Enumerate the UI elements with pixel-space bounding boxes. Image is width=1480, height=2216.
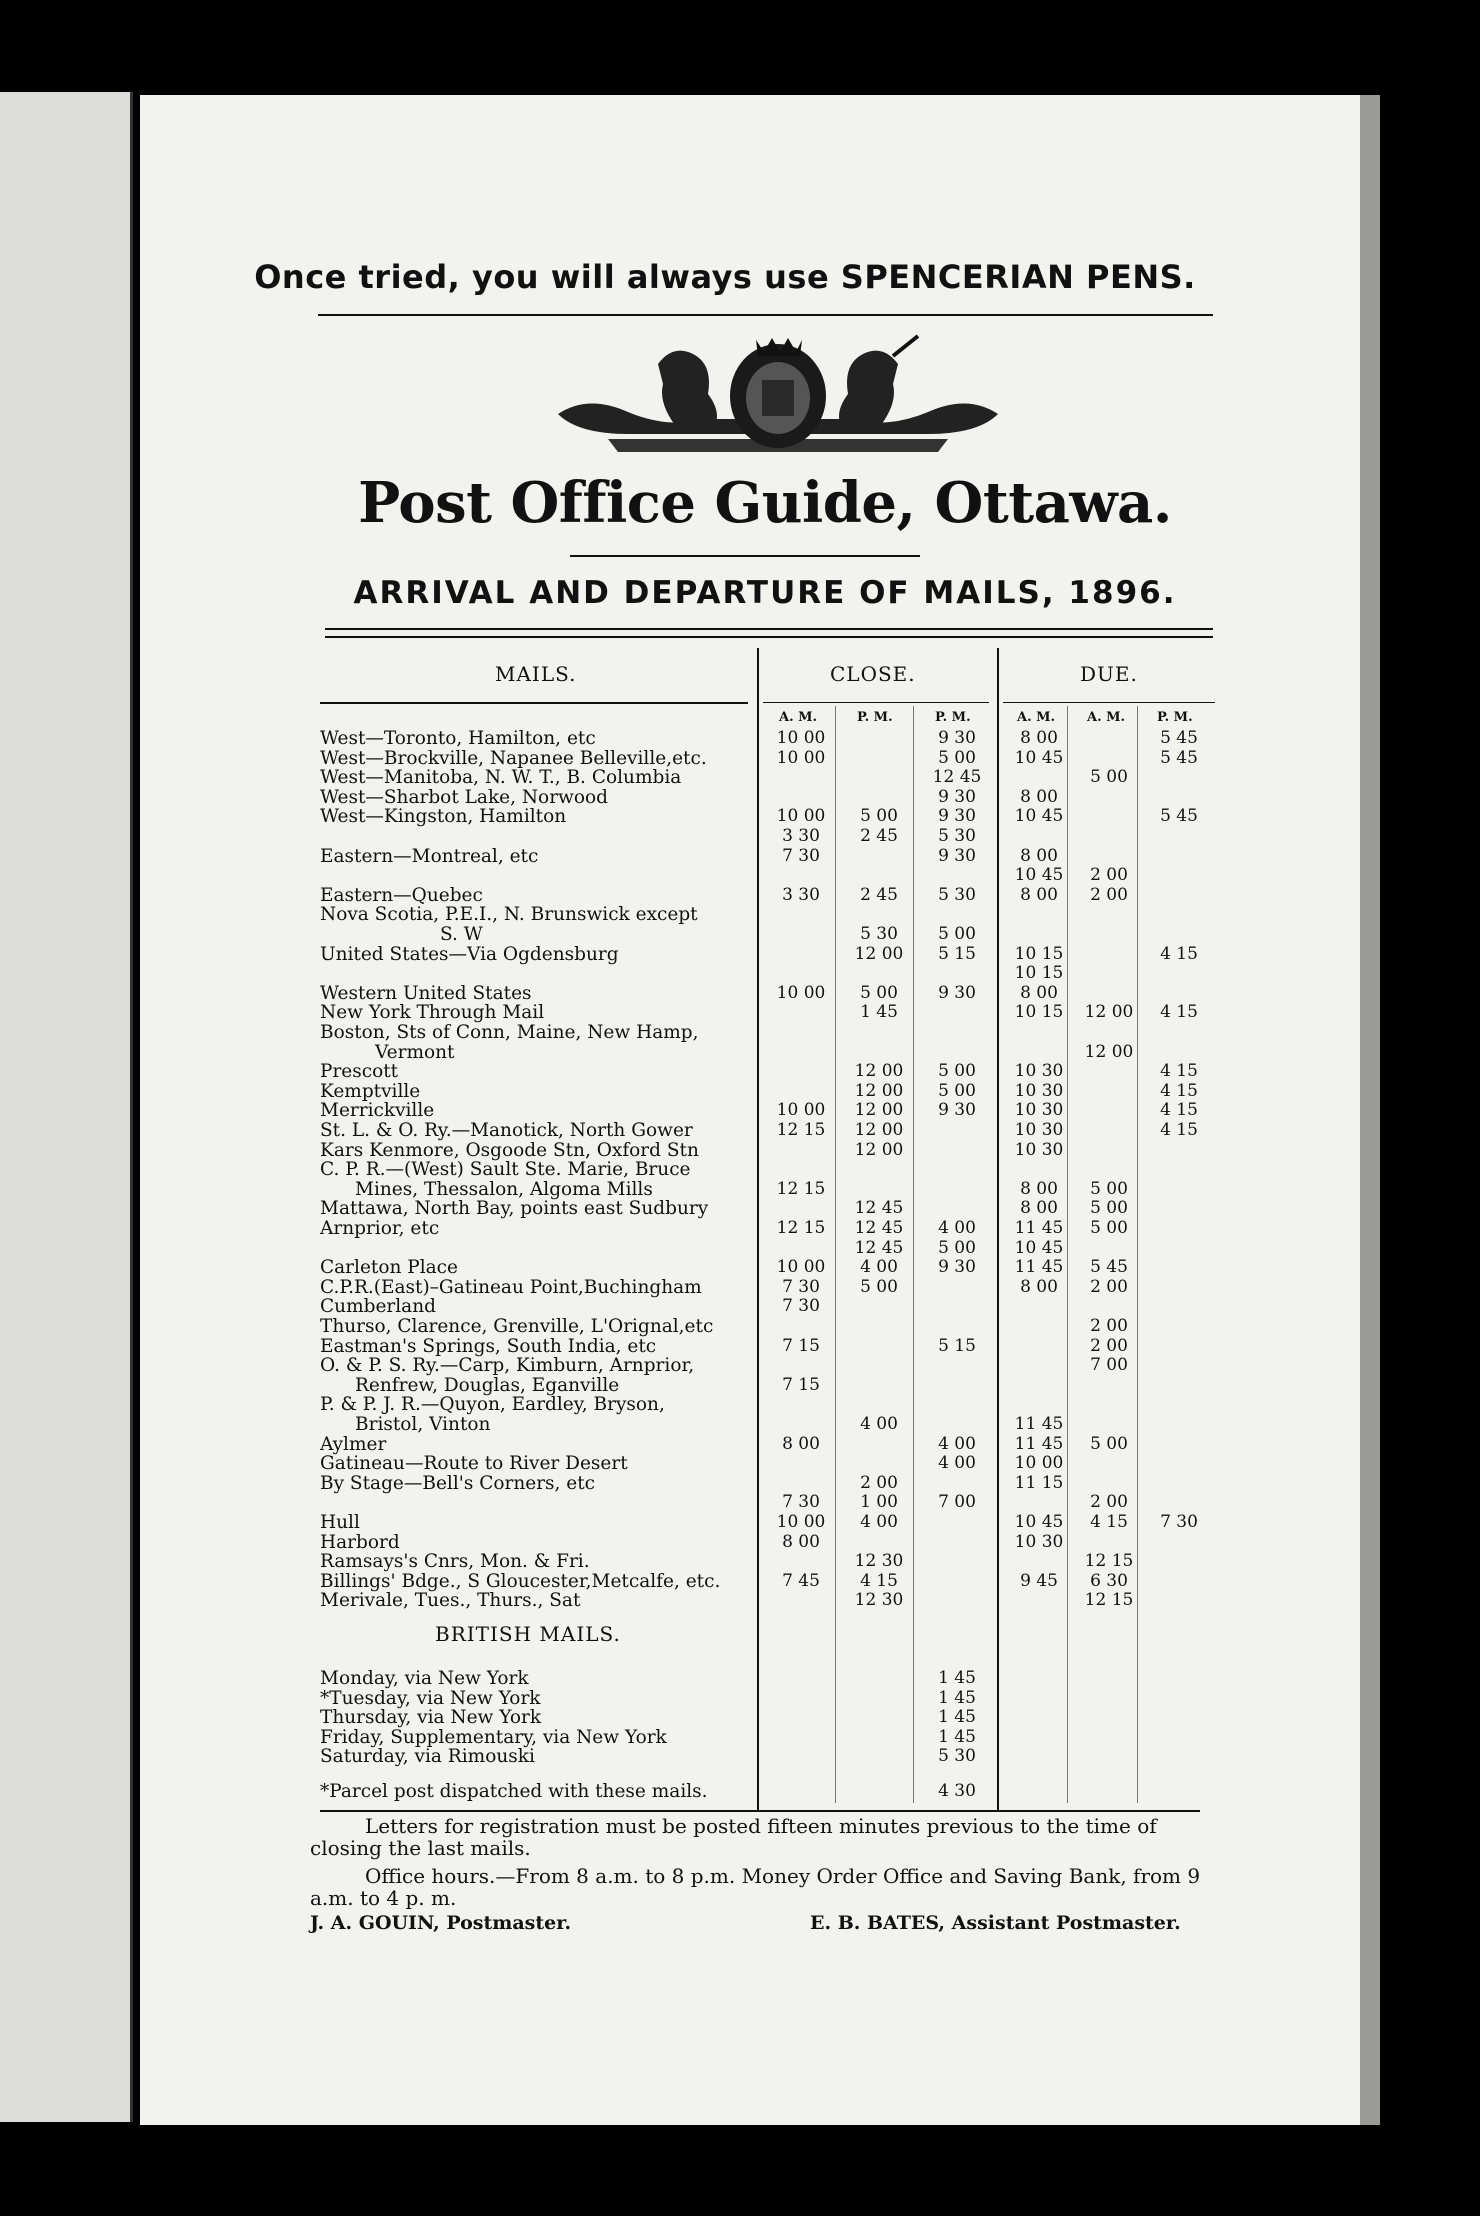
schedule-time: 1 45 bbox=[860, 1002, 898, 1023]
schedule-time: 2 00 bbox=[860, 1472, 898, 1493]
schedule-time: 4 00 bbox=[860, 1257, 898, 1278]
schedule-time: 8 00 bbox=[1020, 728, 1058, 748]
schedule-time: 7 15 bbox=[782, 1374, 820, 1395]
advertisement-slogan: Once tried, you will always use SPENCERIAN PENS. bbox=[254, 258, 1196, 296]
schedule-time: 5 00 bbox=[1090, 1198, 1128, 1219]
mail-route-name: Merivale, Tues., Thurs., Sat bbox=[320, 1590, 581, 1612]
schedule-time: 4 15 bbox=[1160, 1100, 1198, 1121]
schedule-time: 5 00 bbox=[1090, 1178, 1128, 1199]
schedule-time: 4 00 bbox=[938, 1453, 976, 1474]
mail-route-name: Vermont bbox=[375, 1041, 455, 1063]
schedule-time: 3 30 bbox=[782, 826, 820, 846]
british-mail-route-name: Friday, Supplementary, via New York bbox=[320, 1726, 667, 1748]
page-title: Post Office Guide, Ottawa. bbox=[358, 470, 1172, 536]
schedule-time: 12 45 bbox=[854, 1237, 904, 1258]
schedule-time: 8 00 bbox=[1020, 982, 1058, 1003]
schedule-time: 4 15 bbox=[860, 1570, 898, 1591]
schedule-time: 9 30 bbox=[938, 982, 976, 1003]
schedule-time: 4 00 bbox=[860, 1512, 898, 1532]
schedule-time: 7 30 bbox=[782, 1492, 820, 1513]
schedule-time: 5 00 bbox=[938, 747, 976, 768]
mail-route-name: Eastern—Quebec bbox=[320, 884, 483, 906]
mail-route-name: Mines, Thessalon, Algoma Mills bbox=[355, 1178, 653, 1200]
british-mails-heading: BRITISH MAILS. bbox=[435, 1622, 621, 1646]
due-column-header: DUE. bbox=[1080, 662, 1138, 686]
schedule-time: 11 45 bbox=[1014, 1414, 1064, 1434]
british-mail-route-name: Saturday, via Rimouski bbox=[320, 1746, 535, 1768]
schedule-time: 1 00 bbox=[860, 1492, 898, 1513]
schedule-time: 2 00 bbox=[1090, 884, 1128, 905]
schedule-time: 12 30 bbox=[854, 1551, 904, 1572]
schedule-time: 8 00 bbox=[1020, 845, 1058, 866]
schedule-time: 10 45 bbox=[1014, 747, 1064, 768]
schedule-time: 5 15 bbox=[938, 1335, 976, 1356]
table-top-rule-1 bbox=[325, 628, 1213, 630]
page-subtitle: ARRIVAL AND DEPARTURE OF MAILS, 1896. bbox=[353, 575, 1177, 611]
schedule-time: 12 00 bbox=[854, 1100, 904, 1121]
schedule-time: 4 15 bbox=[1160, 1061, 1198, 1082]
schedule-time: 10 45 bbox=[1014, 1237, 1064, 1258]
schedule-time: 5 00 bbox=[860, 806, 898, 827]
schedule-time: 12 45 bbox=[854, 1218, 904, 1238]
schedule-time: 10 45 bbox=[1014, 865, 1064, 886]
mail-route-name: Merrickville bbox=[320, 1100, 435, 1122]
schedule-time: 8 00 bbox=[1020, 1276, 1058, 1297]
time-subheader: A. M. bbox=[1017, 710, 1056, 725]
table-top-rule-2 bbox=[325, 636, 1213, 638]
page-gutter-shadow bbox=[1360, 95, 1380, 2125]
schedule-time: 2 45 bbox=[860, 884, 898, 905]
schedule-time: 4 15 bbox=[1160, 1080, 1198, 1101]
close-header-underline bbox=[763, 702, 989, 703]
schedule-time: 12 00 bbox=[1084, 1041, 1134, 1062]
mail-route-name: Nova Scotia, P.E.I., N. Brunswick except bbox=[320, 904, 698, 926]
postmaster-signature: J. A. GOUIN, Postmaster. bbox=[310, 1912, 572, 1934]
mail-route-name: Gatineau—Route to River Desert bbox=[320, 1453, 628, 1475]
british-mail-route-name: Monday, via New York bbox=[320, 1668, 529, 1689]
schedule-time: 10 00 bbox=[776, 1512, 826, 1532]
column-divider-mails bbox=[757, 648, 759, 1811]
schedule-time: 12 00 bbox=[1084, 1002, 1134, 1023]
schedule-time: 12 45 bbox=[932, 767, 982, 788]
schedule-time: 12 15 bbox=[1084, 1551, 1134, 1572]
schedule-time: 7 45 bbox=[782, 1570, 820, 1591]
facing-page-edge bbox=[0, 92, 133, 2122]
schedule-time: 8 00 bbox=[1020, 786, 1058, 807]
schedule-time: 5 00 bbox=[938, 1061, 976, 1082]
schedule-time: 12 15 bbox=[776, 1218, 826, 1238]
schedule-time: 10 45 bbox=[1014, 806, 1064, 827]
schedule-time: 12 00 bbox=[854, 1139, 904, 1160]
schedule-time: 10 30 bbox=[1014, 1080, 1064, 1101]
mail-route-name: Thurso, Clarence, Grenville, L'Orignal,etc bbox=[320, 1316, 714, 1337]
subcolumn-divider bbox=[835, 706, 836, 1803]
schedule-time: 4 15 bbox=[1160, 1002, 1198, 1023]
schedule-time: 12 45 bbox=[854, 1198, 904, 1219]
mail-route-name: United States—Via Ogdensburg bbox=[320, 943, 619, 965]
schedule-time: 10 00 bbox=[776, 747, 826, 768]
mail-route-name: Kemptville bbox=[320, 1080, 421, 1102]
schedule-time: 12 00 bbox=[854, 943, 904, 964]
schedule-time: 5 00 bbox=[1090, 767, 1128, 788]
schedule-time: 10 00 bbox=[776, 1100, 826, 1121]
schedule-time: 11 45 bbox=[1014, 1433, 1064, 1454]
schedule-time: 12 15 bbox=[1084, 1590, 1134, 1611]
mail-route-name: St. L. & O. Ry.—Manotick, North Gower bbox=[320, 1120, 693, 1141]
mails-header-underline bbox=[320, 702, 748, 704]
schedule-time: 5 45 bbox=[1160, 747, 1198, 768]
schedule-time: 9 30 bbox=[938, 806, 976, 827]
schedule-time: 10 00 bbox=[776, 982, 826, 1003]
time-subheader: P. M. bbox=[1157, 710, 1193, 725]
schedule-time: 10 15 bbox=[1014, 1002, 1064, 1023]
mails-column-header: MAILS. bbox=[495, 662, 577, 686]
schedule-time: 8 00 bbox=[782, 1433, 820, 1454]
mail-route-name: Bristol, Vinton bbox=[355, 1414, 491, 1435]
schedule-time: 4 00 bbox=[860, 1414, 898, 1434]
mail-route-name: West—Kingston, Hamilton bbox=[320, 806, 567, 828]
mail-route-name: Aylmer bbox=[320, 1433, 387, 1455]
registration-note: Letters for registration must be posted fifteen minutes previous to the time of closing the last mails. bbox=[310, 1814, 1157, 1860]
schedule-time: 7 30 bbox=[782, 845, 820, 866]
schedule-time: 4 15 bbox=[1160, 1120, 1198, 1140]
mail-route-name: C.P.R.(East)–Gatineau Point,Buchingham bbox=[320, 1276, 702, 1298]
mail-route-name: Arnprior, etc bbox=[320, 1218, 440, 1239]
schedule-time: 9 45 bbox=[1020, 1570, 1058, 1591]
schedule-time: 9 30 bbox=[938, 1257, 976, 1278]
mail-route-name: O. & P. S. Ry.—Carp, Kimburn, Arnprior, bbox=[320, 1355, 695, 1377]
schedule-time: 3 30 bbox=[782, 884, 820, 905]
schedule-time: 10 00 bbox=[776, 806, 826, 827]
mail-route-name: P. & P. J. R.—Quyon, Eardley, Bryson, bbox=[320, 1394, 665, 1416]
schedule-time: 9 30 bbox=[938, 786, 976, 807]
schedule-time: 8 00 bbox=[1020, 1178, 1058, 1199]
schedule-time: 1 45 bbox=[938, 1726, 976, 1747]
schedule-time: 2 00 bbox=[1090, 865, 1128, 886]
office-hours-note: Office hours.—From 8 a.m. to 8 p.m. Money Order Office and Saving Bank, from 9 a.m. to 4 p. m. bbox=[310, 1864, 1201, 1910]
mail-route-name: C. P. R.—(West) Sault Ste. Marie, Bruce bbox=[320, 1159, 691, 1181]
mail-route-name: Kars Kenmore, Osgoode Stn, Oxford Stn bbox=[320, 1139, 699, 1161]
schedule-time: 5 30 bbox=[938, 826, 976, 846]
schedule-time: 7 30 bbox=[1160, 1512, 1198, 1532]
schedule-time: 1 45 bbox=[938, 1668, 976, 1688]
mail-route-name: Eastern—Montreal, etc bbox=[320, 845, 539, 867]
schedule-time: 7 15 bbox=[782, 1335, 820, 1356]
mail-route-name: West—Toronto, Hamilton, etc bbox=[320, 728, 596, 749]
mail-route-name: West—Sharbot Lake, Norwood bbox=[320, 786, 608, 808]
time-subheader: A. M. bbox=[779, 710, 818, 725]
schedule-time: 2 00 bbox=[1090, 1335, 1128, 1356]
schedule-time: 5 00 bbox=[938, 1080, 976, 1101]
schedule-time: 5 30 bbox=[860, 924, 898, 944]
mail-route-name: Mattawa, North Bay, points east Sudbury bbox=[320, 1198, 709, 1220]
notes-section bbox=[310, 1815, 1210, 1915]
time-subheader: A. M. bbox=[1087, 710, 1126, 725]
time-subheader: P. M. bbox=[935, 710, 971, 725]
schedule-time: 5 30 bbox=[938, 1746, 976, 1767]
schedule-time: 12 00 bbox=[854, 1080, 904, 1101]
mail-route-name: Carleton Place bbox=[320, 1257, 458, 1279]
schedule-time: 8 00 bbox=[782, 1531, 820, 1552]
schedule-time: 10 45 bbox=[1014, 1512, 1064, 1532]
schedule-time: 12 15 bbox=[776, 1178, 826, 1199]
schedule-time: 4 00 bbox=[938, 1218, 976, 1238]
schedule-time: 8 00 bbox=[1020, 1198, 1058, 1219]
schedule-time: 5 00 bbox=[938, 924, 976, 944]
schedule-time: 12 30 bbox=[854, 1590, 904, 1611]
schedule-time: 12 00 bbox=[854, 1061, 904, 1082]
schedule-time: 5 00 bbox=[860, 1276, 898, 1297]
schedule-time: 12 00 bbox=[854, 1120, 904, 1140]
schedule-time: 10 00 bbox=[776, 728, 826, 748]
schedule-time: 11 45 bbox=[1014, 1257, 1064, 1278]
mail-route-name: West—Manitoba, N. W. T., B. Columbia bbox=[320, 767, 682, 789]
schedule-time: 2 00 bbox=[1090, 1276, 1128, 1297]
schedule-time: 10 30 bbox=[1014, 1139, 1064, 1160]
schedule-time: 10 00 bbox=[776, 1257, 826, 1278]
mail-route-name: Cumberland bbox=[320, 1296, 436, 1318]
mail-route-name: Renfrew, Douglas, Eganville bbox=[355, 1374, 620, 1396]
table-bottom-rule bbox=[320, 1810, 1200, 1812]
schedule-time: 8 00 bbox=[1020, 884, 1058, 905]
schedule-time: 9 30 bbox=[938, 728, 976, 748]
mail-route-name: Hull bbox=[320, 1512, 360, 1533]
close-column-header: CLOSE. bbox=[830, 662, 916, 686]
mail-route-name: Harbord bbox=[320, 1531, 400, 1553]
schedule-time: 12 15 bbox=[776, 1120, 826, 1140]
mail-route-name: New York Through Mail bbox=[320, 1002, 545, 1024]
schedule-time: 10 30 bbox=[1014, 1100, 1064, 1121]
mail-route-name: S. W bbox=[440, 924, 483, 945]
schedule-time: 2 00 bbox=[1090, 1316, 1128, 1336]
time-subheader: P. M. bbox=[857, 710, 893, 725]
schedule-time: 4 15 bbox=[1090, 1512, 1128, 1532]
parcel-post-note: *Parcel post dispatched with these mails. bbox=[320, 1781, 708, 1802]
schedule-time: 5 00 bbox=[938, 1237, 976, 1258]
schedule-time: 4 00 bbox=[938, 1433, 976, 1454]
british-mail-route-name: *Tuesday, via New York bbox=[320, 1687, 541, 1709]
slogan-rule bbox=[318, 314, 1213, 316]
schedule-time: 9 30 bbox=[938, 845, 976, 866]
mail-route-name: Prescott bbox=[320, 1061, 399, 1083]
schedule-time: 6 30 bbox=[1090, 1570, 1128, 1591]
schedule-time: 2 00 bbox=[1090, 1492, 1128, 1513]
mail-route-name: Western United States bbox=[320, 982, 532, 1004]
schedule-time: 4 30 bbox=[938, 1781, 976, 1801]
column-divider-due bbox=[997, 648, 999, 1811]
mail-route-name: Ramsays's Cnrs, Mon. & Fri. bbox=[320, 1551, 590, 1573]
schedule-time: 5 45 bbox=[1160, 728, 1198, 748]
schedule-time: 5 45 bbox=[1090, 1257, 1128, 1278]
schedule-time: 9 30 bbox=[938, 1100, 976, 1121]
schedule-time: 5 15 bbox=[938, 943, 976, 964]
schedule-time: 7 00 bbox=[938, 1492, 976, 1513]
mail-route-name: Eastman's Springs, South India, etc bbox=[320, 1335, 657, 1357]
schedule-time: 1 45 bbox=[938, 1687, 976, 1708]
royal-coat-of-arms-icon bbox=[548, 334, 1008, 458]
schedule-time: 5 00 bbox=[1090, 1218, 1128, 1238]
schedule-time: 10 30 bbox=[1014, 1061, 1064, 1082]
title-underline bbox=[570, 555, 920, 557]
schedule-time: 10 15 bbox=[1014, 943, 1064, 964]
mail-schedule-table bbox=[320, 640, 1215, 1810]
assistant-postmaster-signature: E. B. BATES, Assistant Postmaster. bbox=[810, 1912, 1181, 1934]
schedule-time: 2 45 bbox=[860, 826, 898, 846]
schedule-time: 5 00 bbox=[1090, 1433, 1128, 1454]
due-header-underline bbox=[1003, 702, 1215, 703]
schedule-time: 1 45 bbox=[938, 1707, 976, 1728]
mail-route-name: Boston, Sts of Conn, Maine, New Hamp, bbox=[320, 1022, 699, 1043]
schedule-time: 10 00 bbox=[1014, 1453, 1064, 1474]
schedule-time: 5 00 bbox=[860, 982, 898, 1003]
mail-route-name: Billings' Bdge., S Gloucester,Metcalfe, etc. bbox=[320, 1570, 721, 1592]
mail-route-name: By Stage—Bell's Corners, etc bbox=[320, 1472, 596, 1494]
schedule-time: 11 45 bbox=[1014, 1218, 1064, 1238]
schedule-time: 10 30 bbox=[1014, 1531, 1064, 1552]
schedule-time: 11 15 bbox=[1014, 1472, 1064, 1493]
schedule-time: 7 30 bbox=[782, 1276, 820, 1297]
schedule-time: 10 15 bbox=[1014, 963, 1064, 984]
schedule-time: 7 00 bbox=[1090, 1355, 1128, 1376]
schedule-time: 7 30 bbox=[782, 1296, 820, 1317]
mail-route-name: West—Brockville, Napanee Belleville,etc. bbox=[320, 747, 707, 769]
schedule-time: 5 45 bbox=[1160, 806, 1198, 827]
schedule-time: 5 30 bbox=[938, 884, 976, 905]
schedule-time: 10 30 bbox=[1014, 1120, 1064, 1140]
british-mail-route-name: Thursday, via New York bbox=[320, 1707, 542, 1729]
schedule-time: 4 15 bbox=[1160, 943, 1198, 964]
